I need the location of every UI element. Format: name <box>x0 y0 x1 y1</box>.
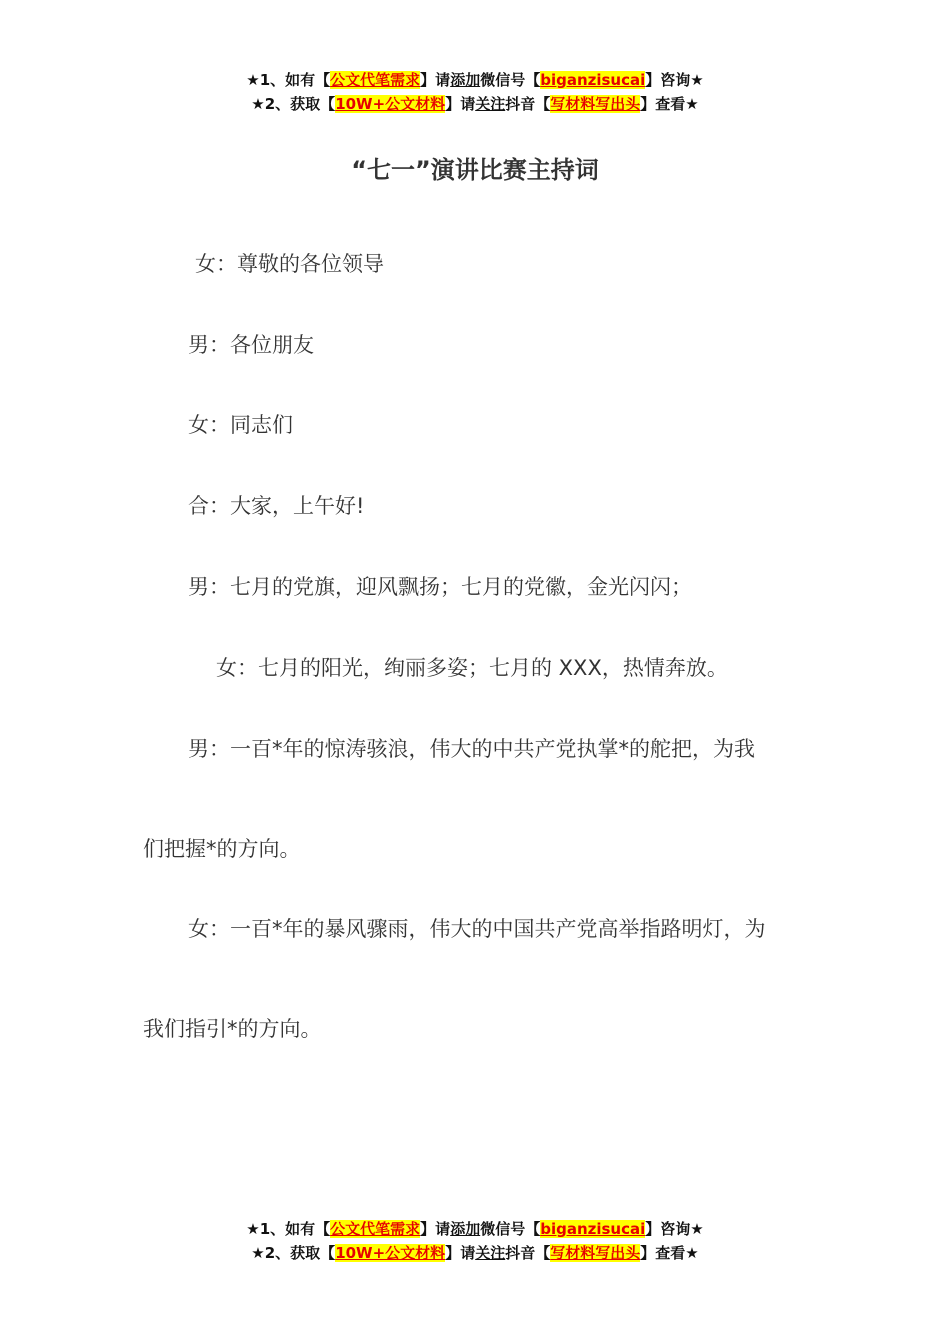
banner-underline: 添加 <box>450 1220 481 1238</box>
banner-underline: 关注 <box>475 95 506 113</box>
wechat-id: biganzisucai <box>540 71 646 89</box>
banner-text: ★1、如有【 <box>246 71 331 89</box>
banner-text: 】咨询★ <box>645 71 704 89</box>
banner-text: ★2、获取【 <box>251 1244 336 1262</box>
banner-text: 抖音【 <box>505 1244 551 1262</box>
banner-line-2 <box>0 92 950 116</box>
banner-text: ★1、如有【 <box>246 1220 331 1238</box>
document-title: “七一”演讲比赛主持词 <box>351 156 599 184</box>
paragraph-continuation: 我们指引*的方向。 <box>143 1017 322 1041</box>
banner-text: 】请 <box>445 95 476 113</box>
banner-highlight: 10W+公文材料 <box>335 1244 446 1262</box>
douyin-account: 写材料写出头 <box>550 95 641 113</box>
banner-text: 】请 <box>445 1244 476 1262</box>
banner-highlight: 公文代笔需求 <box>330 71 421 89</box>
paragraph: 女：七月的阳光，绚丽多姿；七月的 XXX，热情奔放。 <box>216 656 728 680</box>
banner-text: 】查看★ <box>640 1244 699 1262</box>
paragraph-continuation: 们把握*的方向。 <box>143 837 301 861</box>
paragraph: 男：各位朋友 <box>188 333 314 357</box>
banner-text: 】请 <box>420 1220 451 1238</box>
banner-highlight: 公文代笔需求 <box>330 1220 421 1238</box>
banner-underline: 添加 <box>450 71 481 89</box>
footer-banner <box>0 1217 950 1265</box>
banner-underline: 关注 <box>475 1244 506 1262</box>
paragraph: 女：一百*年的暴风骤雨，伟大的中国共产党高举指路明灯，为 <box>188 917 766 941</box>
paragraph: 男：七月的党旗，迎风飘扬；七月的党徽，金光闪闪； <box>188 575 692 599</box>
wechat-id: biganzisucai <box>540 1220 646 1238</box>
banner-text: 】咨询★ <box>645 1220 704 1238</box>
banner-text: 微信号【 <box>480 71 541 89</box>
banner-line-2 <box>0 1241 950 1265</box>
douyin-account: 写材料写出头 <box>550 1244 641 1262</box>
banner-line-1 <box>0 1217 950 1241</box>
banner-text: ★2、获取【 <box>251 95 336 113</box>
banner-text: 抖音【 <box>505 95 551 113</box>
paragraph: 女：同志们 <box>188 413 293 437</box>
banner-text: 微信号【 <box>480 1220 541 1238</box>
paragraph: 女：尊敬的各位领导 <box>195 252 384 276</box>
banner-line-1 <box>0 68 950 92</box>
paragraph: 男：一百*年的惊涛骇浪，伟大的中共产党执掌*的舵把，为我 <box>188 737 755 761</box>
header-banner <box>0 68 950 116</box>
banner-text: 】请 <box>420 71 451 89</box>
banner-text: 】查看★ <box>640 95 699 113</box>
banner-highlight: 10W+公文材料 <box>335 95 446 113</box>
paragraph: 合：大家，上午好! <box>188 494 365 518</box>
